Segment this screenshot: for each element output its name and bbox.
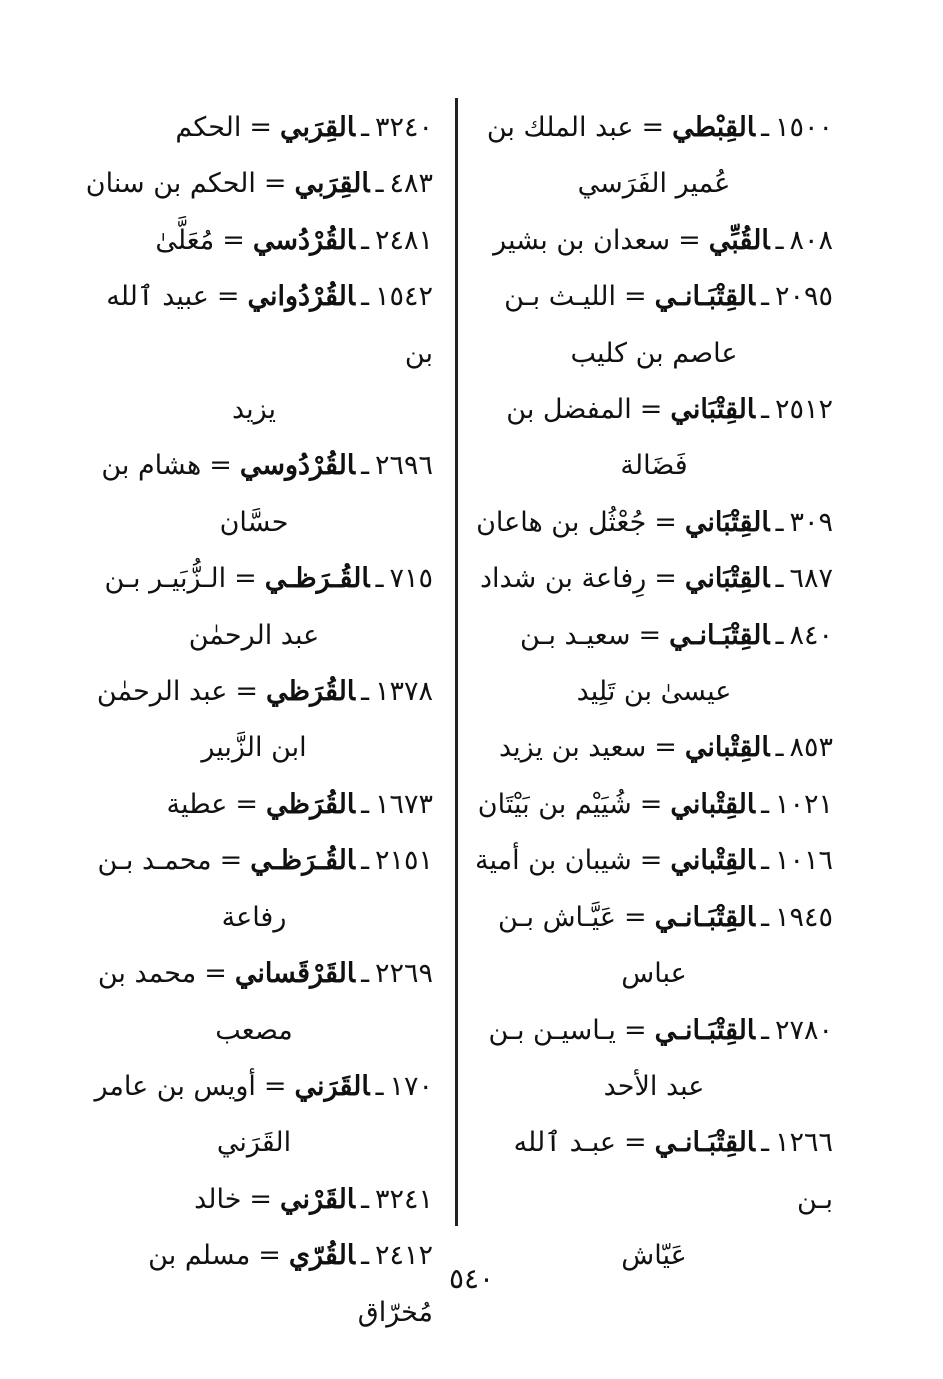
- entry-number: ١٥٤٢: [374, 281, 433, 313]
- entry-line: [475, 213, 833, 269]
- equals-sign: =: [654, 563, 677, 595]
- entry-number: ٣٢٤١: [374, 1183, 433, 1215]
- entry-name-continuation: عبد الرحمٰن: [188, 619, 320, 651]
- index-entry: [475, 833, 833, 889]
- entry-nisba: القُرْدُواني: [247, 281, 356, 313]
- entry-name: محمد بن: [97, 958, 197, 990]
- dash-separator: ـ: [761, 1014, 769, 1046]
- entry-nisba: القِتْباني: [684, 732, 770, 764]
- equals-sign: =: [219, 845, 243, 877]
- entry-line: [75, 946, 433, 1002]
- dash-separator: ـ: [375, 563, 384, 595]
- index-entry: [75, 269, 433, 438]
- dash-separator: ـ: [761, 1127, 769, 1159]
- equals-sign: =: [639, 845, 663, 877]
- index-entry: [75, 1172, 433, 1228]
- entry-nisba: القُرَظي: [266, 788, 356, 820]
- entry-nisba: القِرَبي: [294, 168, 370, 200]
- equals-sign: =: [639, 394, 663, 426]
- equals-sign: =: [249, 1183, 273, 1215]
- entry-name-continuation: عَيّاش: [621, 1240, 687, 1272]
- entry-number: ٢٤٨١: [374, 224, 433, 256]
- dash-separator: ـ: [775, 506, 784, 538]
- equals-sign: =: [258, 1240, 281, 1272]
- index-entry: [475, 720, 833, 776]
- entry-name-continuation: عباس: [621, 958, 687, 990]
- index-entry: [475, 608, 833, 721]
- equals-sign: =: [638, 619, 662, 651]
- dash-separator: ـ: [761, 788, 769, 820]
- entry-nisba: القِتْباني: [670, 845, 756, 877]
- equals-sign: =: [639, 788, 663, 820]
- dash-separator: ـ: [361, 112, 369, 143]
- entry-nisba: القُرْدُوسي: [239, 450, 356, 482]
- entry-line: [475, 495, 833, 551]
- column-divider: [455, 98, 458, 1226]
- entry-number: ١٣٧٨: [374, 676, 433, 708]
- equals-sign: =: [234, 563, 257, 595]
- dash-separator: ـ: [361, 788, 369, 820]
- index-entry: [75, 551, 433, 664]
- entry-nisba: القُـرَظـي: [264, 563, 370, 595]
- index-entry: [75, 438, 433, 551]
- entry-nisba: القَرَني: [294, 1070, 370, 1102]
- entry-number: ١٠١٦: [774, 845, 833, 877]
- entry-line: [475, 382, 833, 438]
- equals-sign: =: [235, 676, 259, 708]
- entry-number: ١٦٧٣: [374, 788, 433, 820]
- entry-name: عبد الرحمٰن: [96, 676, 228, 708]
- entry-number: ٢٤١٢: [374, 1240, 433, 1272]
- index-entry: [75, 833, 433, 946]
- entry-name: جُعْثُل بن هاعان: [476, 506, 647, 538]
- entry-line: [475, 1115, 833, 1228]
- equals-sign: =: [678, 224, 701, 256]
- entry-line: [475, 100, 833, 156]
- index-entry: [475, 1003, 833, 1116]
- equals-sign: =: [263, 1070, 287, 1102]
- index-entry: [475, 1115, 833, 1284]
- dash-separator: ـ: [361, 676, 369, 708]
- entry-name: عبيد ٱلله بن: [106, 281, 433, 369]
- equals-sign: =: [623, 281, 647, 313]
- entry-line: [75, 100, 433, 156]
- equals-sign: =: [641, 112, 665, 143]
- entry-line: [475, 720, 833, 776]
- entry-number: ٢٥١٢: [774, 394, 833, 426]
- entry-name-continuation: عُمير الفَرَسي: [577, 168, 731, 200]
- entry-line: [475, 1003, 833, 1059]
- entry-line: [75, 833, 433, 889]
- entry-line: [475, 777, 833, 833]
- entry-name: الليـث بـن: [504, 281, 616, 313]
- entry-name: هشام بن: [101, 450, 202, 482]
- entry-name: المفضل بن: [506, 394, 632, 426]
- index-entry: [75, 946, 433, 1059]
- entry-name: أويس بن عامر: [94, 1070, 256, 1102]
- dash-separator: ـ: [361, 958, 369, 990]
- entry-name: مُعَلَّىٰ: [155, 224, 215, 256]
- entry-number: ٦٨٧: [789, 563, 833, 595]
- dash-separator: ـ: [361, 281, 369, 313]
- entry-name: الحكم بن سنان: [85, 168, 256, 200]
- entry-name: خالد: [194, 1183, 242, 1215]
- dash-separator: ـ: [361, 450, 369, 482]
- entry-name: محمـد بـن: [97, 845, 212, 877]
- entry-number: ١٥٠٠: [774, 112, 833, 143]
- entry-name: سعيـد بـن: [520, 619, 631, 651]
- dash-separator: ـ: [761, 845, 769, 877]
- entry-name-continuation: ابن الزَّبير: [201, 732, 307, 764]
- equals-sign: =: [204, 958, 227, 990]
- dash-separator: ـ: [375, 168, 384, 200]
- entry-number: ٤٨٣: [389, 168, 433, 200]
- entry-nisba: القُرَظي: [266, 676, 356, 708]
- entry-line: [75, 213, 433, 269]
- entry-line: [75, 551, 433, 607]
- entry-number: ٢٠٩٥: [774, 281, 833, 313]
- entry-number: ٢٢٦٩: [374, 958, 433, 990]
- equals-sign: =: [654, 506, 677, 538]
- entry-number: ١٠٢١: [774, 788, 833, 820]
- equals-sign: =: [249, 112, 273, 143]
- entry-nisba: القِتْبَـانـي: [669, 619, 770, 651]
- dash-separator: ـ: [775, 224, 784, 256]
- entry-nisba: القِتْبَاني: [684, 563, 770, 595]
- entry-name: شُيَيْم بن بَيْتَان: [477, 788, 632, 820]
- left-column: [75, 100, 433, 1341]
- index-entry: [75, 777, 433, 833]
- entry-line: [475, 608, 833, 664]
- index-entry: [475, 551, 833, 607]
- dash-separator: ـ: [375, 1070, 384, 1102]
- entry-name: مسلم بن مُخرّاق: [148, 1240, 433, 1328]
- entry-line: [75, 269, 433, 382]
- entry-name: سعيد بن يزيد: [498, 732, 647, 764]
- dash-separator: ـ: [761, 112, 769, 143]
- entry-line: [75, 438, 433, 494]
- entry-name: عطية: [166, 788, 228, 820]
- entry-nisba: القِتْبَـانـي: [654, 1014, 756, 1046]
- entry-name-continuation: عيسىٰ بن تَلِيد: [576, 676, 732, 708]
- index-entry: [75, 100, 433, 156]
- entry-nisba: القِتْبَـانـي: [654, 281, 756, 313]
- index-entry: [475, 213, 833, 269]
- entry-nisba: القِتْبَـانـي: [654, 901, 756, 933]
- entry-name-continuation: حسَّان: [219, 506, 289, 538]
- index-entry: [75, 213, 433, 269]
- entry-number: ٢٦٩٦: [374, 450, 433, 482]
- entry-number: ٣٢٤٠: [374, 112, 433, 143]
- entry-nisba: القُـرَظـي: [250, 845, 356, 877]
- entry-number: ٢١٥١: [374, 845, 433, 877]
- entry-name-continuation: فَضَالة: [620, 450, 688, 482]
- equals-sign: =: [623, 1127, 647, 1159]
- equals-sign: =: [216, 281, 240, 313]
- entry-name-continuation: عاصم بن كليب: [570, 337, 738, 369]
- entry-name: يـاسيـن بـن: [488, 1014, 616, 1046]
- equals-sign: =: [623, 901, 647, 933]
- entry-line: [75, 1172, 433, 1228]
- entry-number: ٨٥٣: [789, 732, 833, 764]
- entry-number: ١٧٠: [389, 1070, 433, 1102]
- entry-name: الـزُّبَيـر بـن: [104, 563, 227, 595]
- entry-nisba: القَرْقَساني: [234, 958, 356, 990]
- entry-nisba: القِتْباني: [670, 788, 756, 820]
- entry-name: عبد الملك بن: [486, 112, 634, 143]
- dash-separator: ـ: [361, 1240, 369, 1272]
- entry-nisba: القِرَبي: [280, 112, 356, 143]
- entry-number: ٣٠٩: [789, 506, 833, 538]
- entry-name: رِفاعة بن شداد: [479, 563, 647, 595]
- entry-name: سعدان بن بشير: [493, 224, 671, 256]
- equals-sign: =: [623, 1014, 647, 1046]
- dash-separator: ـ: [775, 619, 784, 651]
- index-entry: [475, 269, 833, 382]
- dash-separator: ـ: [775, 563, 784, 595]
- entry-name: شيبان بن أمية: [474, 845, 632, 877]
- dash-separator: ـ: [761, 394, 769, 426]
- entry-line: [75, 156, 433, 212]
- entry-number: ٢٧٨٠: [774, 1014, 833, 1046]
- entry-name: عَيَّـاش بـن: [498, 901, 616, 933]
- index-entry: [475, 890, 833, 1003]
- entry-number: ٧١٥: [389, 563, 433, 595]
- entry-number: ١٢٦٦: [774, 1127, 833, 1159]
- entry-name-continuation: القَرَني: [216, 1127, 292, 1159]
- dash-separator: ـ: [775, 732, 784, 764]
- entry-name-continuation: رفاعة: [221, 901, 287, 933]
- entry-name: الحكم: [175, 112, 242, 143]
- entry-line: [475, 269, 833, 325]
- index-entry: [75, 1059, 433, 1172]
- equals-sign: =: [222, 224, 245, 256]
- entry-name-continuation: مصعب: [215, 1014, 293, 1046]
- entry-name: عبـد ٱلله بـن: [513, 1127, 833, 1215]
- entry-nisba: القُرْدُسي: [252, 224, 356, 256]
- entry-line: [75, 664, 433, 720]
- entry-nisba: القِتْبَاني: [670, 394, 756, 426]
- equals-sign: =: [209, 450, 232, 482]
- entry-line: [75, 1059, 433, 1115]
- index-entry: [75, 664, 433, 777]
- equals-sign: =: [263, 168, 287, 200]
- entry-number: ٨٤٠: [789, 619, 833, 651]
- index-entry: [475, 495, 833, 551]
- index-entry: [75, 156, 433, 212]
- entry-nisba: القِتْبَاني: [684, 506, 770, 538]
- index-entry: [475, 382, 833, 495]
- entry-line: [75, 777, 433, 833]
- dash-separator: ـ: [761, 281, 769, 313]
- index-entry: [475, 100, 833, 213]
- entry-nisba: القِبْطي: [672, 112, 756, 143]
- entry-line: [475, 833, 833, 889]
- entry-nisba: القُبِّي: [708, 224, 770, 256]
- dash-separator: ـ: [361, 224, 369, 256]
- entry-name-continuation: يزيد: [231, 394, 277, 426]
- entry-name-continuation: عبد الأحد: [603, 1070, 705, 1102]
- entry-number: ٨٠٨: [789, 224, 833, 256]
- entry-number: ١٩٤٥: [774, 901, 833, 933]
- entry-nisba: القَرْني: [280, 1183, 356, 1215]
- entry-line: [475, 890, 833, 946]
- dash-separator: ـ: [361, 845, 369, 877]
- dash-separator: ـ: [361, 1183, 369, 1215]
- entry-nisba: القِتْبَـانـي: [654, 1127, 756, 1159]
- index-entry: [475, 777, 833, 833]
- entry-line: [475, 551, 833, 607]
- equals-sign: =: [654, 732, 677, 764]
- equals-sign: =: [235, 788, 259, 820]
- entry-nisba: القُرّي: [288, 1240, 356, 1272]
- right-column: [475, 100, 833, 1285]
- page-number: ٥٤٠: [448, 1262, 495, 1295]
- dash-separator: ـ: [761, 901, 769, 933]
